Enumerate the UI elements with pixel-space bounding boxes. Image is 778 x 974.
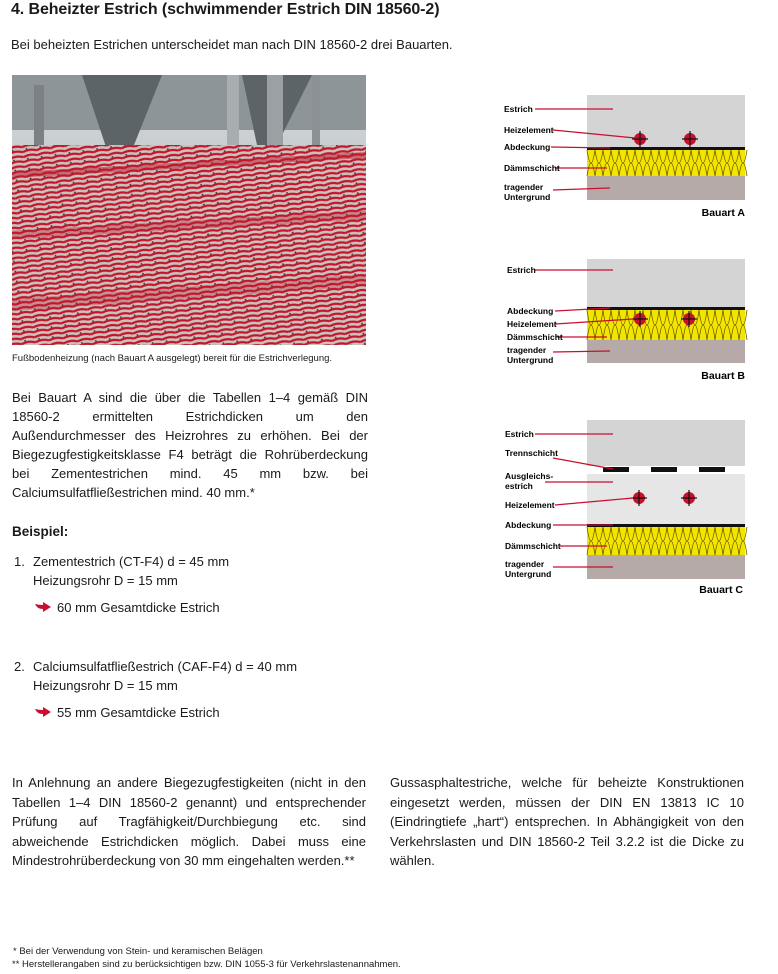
example-number: 1. (14, 554, 25, 569)
bauart-a-title: Bauart A (701, 207, 745, 219)
page-title: 4. Beheizter Estrich (schwimmender Estrich DIN 18560-2) (11, 1, 440, 18)
label-daemmschicht: Dämmschicht (507, 332, 563, 342)
example-line-2: Heizungsrohr D = 15 mm (33, 573, 178, 588)
label-ausgleichsestrich-1: Ausgleichs- (505, 471, 554, 481)
base-layer (587, 340, 745, 363)
footnote-1: * Bei der Verwendung von Stein- und keramischen Belägen (13, 946, 263, 957)
example-number: 2. (14, 659, 25, 674)
separation-layer (603, 467, 725, 472)
label-untergrund-1: tragender (507, 345, 547, 355)
label-estrich: Estrich (507, 265, 536, 275)
label-abdeckung: Abdeckung (504, 142, 551, 152)
result-text: 60 mm Gesamtdicke Estrich (57, 600, 220, 615)
label-untergrund-1: tragender (505, 559, 545, 569)
label-estrich: Estrich (505, 429, 534, 439)
label-abdeckung: Abdeckung (505, 520, 552, 530)
label-heizelement: Heizelement (504, 125, 554, 135)
diagram-bauart-b (495, 255, 749, 385)
bottom-left-paragraph: In Anlehnung an andere Biegezugfestigkeiten (nicht in den Tabellen 1–4 DIN 18560-2 genannt) und entsprechender Prüfung auf Tragfähigkeit/Durchbiegung etc. sind abweichende Estrichdicken möglich. Dabei muss eine Mindestrohrüberdeckung von 30 mm eingehalten werden.** (12, 775, 366, 868)
diagram-bauart-a (495, 92, 749, 222)
arrow-right-icon (34, 707, 52, 719)
label-untergrund-2: Untergrund (505, 569, 552, 579)
example-result-1 (34, 600, 220, 615)
bauart-a-paragraph: Bei Bauart A sind die über die Tabellen 1–4 gemäß DIN 18560-2 ermittelten Estrichdicken um den Außendurchmesser des Heizrohres zu erhöhen. Bei der Biegezugfestigkeitsklasse F4 beträgt die Rohrüberdeckung bei Zementestrichen mind. 45 mm bzw. bei Calciumsulfatfließestrichen mind. 40 mm.* (12, 390, 368, 500)
example-result-2 (34, 705, 220, 720)
diagram-bauart-c (495, 418, 749, 598)
label-heizelement: Heizelement (507, 319, 557, 329)
cover-layer (587, 307, 745, 310)
bottom-right-paragraph: Gussasphaltestriche, welche für beheizte Konstruktionen eingesetzt werden, müssen der DIN EN 13813 IC 10 (Eindringtiefe „hart“) entsprechen. In Abhängigkeit von den Verkehrslasten und DIN 18560-2 Teil 3.2.2 ist die Dicke zu wählen. (390, 775, 744, 868)
label-untergrund-1: tragender (504, 182, 544, 192)
intro-text: Bei beheizten Estrichen unterscheidet man nach DIN 18560-2 drei Bauarten. (11, 37, 453, 52)
footnote-2: ** Herstellerangaben sind zu berücksichtigen bzw. DIN 1055-3 für Verkehrslastenannahmen. (12, 959, 401, 970)
label-daemmschicht: Dämmschicht (505, 541, 561, 551)
screed-layer (587, 95, 745, 147)
result-text: 55 mm Gesamtdicke Estrich (57, 705, 220, 720)
label-estrich: Estrich (504, 104, 533, 114)
label-untergrund-2: Untergrund (504, 192, 551, 202)
example-heading: Beispiel: (12, 524, 69, 539)
base-layer (587, 176, 745, 200)
photo-caption: Fußbodenheizung (nach Bauart A ausgelegt) bereit für die Estrichverlegung. (12, 353, 333, 364)
label-heizelement: Heizelement (505, 500, 555, 510)
bauart-b-title: Bauart B (701, 370, 745, 382)
example-item-2 (14, 657, 298, 676)
arrow-right-icon (34, 602, 52, 614)
label-untergrund-2: Untergrund (507, 355, 554, 365)
example-line-1: Zementestrich (CT-F4) d = 45 mm (33, 554, 230, 569)
label-trennschicht: Trennschicht (505, 448, 558, 458)
cover-layer (587, 147, 745, 150)
label-ausgleichsestrich-2: estrich (505, 481, 533, 491)
floor-heating-photo (12, 75, 366, 345)
label-daemmschicht: Dämmschicht (504, 163, 560, 173)
bauart-c-title: Bauart C (699, 584, 743, 596)
example-line-1: Calciumsulfatfließestrich (CAF-F4) d = 40 mm (33, 659, 298, 674)
screed-layer (587, 420, 745, 466)
label-abdeckung: Abdeckung (507, 306, 554, 316)
example-item-1 (14, 552, 230, 571)
screed-layer (587, 259, 745, 307)
example-line-2: Heizungsrohr D = 15 mm (33, 678, 178, 693)
